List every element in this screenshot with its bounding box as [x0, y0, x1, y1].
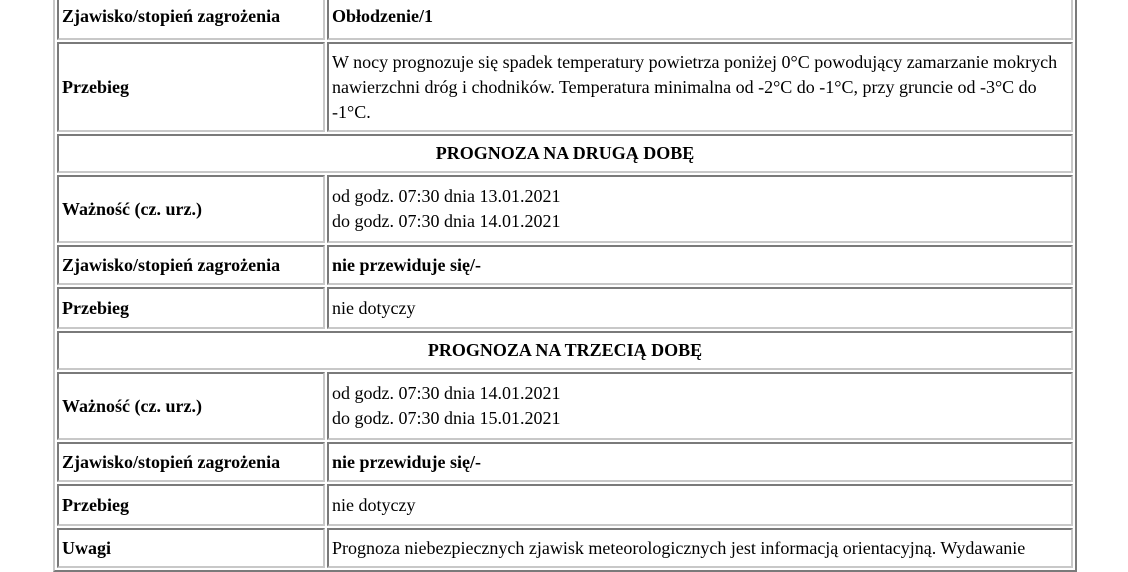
validity-label: Ważność (cz. urz.): [57, 372, 325, 440]
table-row: [57, 287, 1073, 329]
section-row: [57, 331, 1073, 370]
course-label: Przebieg: [57, 484, 325, 526]
validity-to: do godz. 07:30 dnia 14.01.2021: [332, 211, 561, 231]
validity-to: do godz. 07:30 dnia 15.01.2021: [332, 408, 561, 428]
validity-value: [327, 372, 1073, 440]
phenomenon-label: Zjawisko/stopień zagrożenia: [57, 442, 325, 482]
validity-label: Ważność (cz. urz.): [57, 175, 325, 243]
phenomenon-value: Obłodzenie/1: [327, 0, 1073, 40]
table-row: [57, 175, 1073, 243]
table-row: [57, 528, 1073, 568]
table-row: [57, 245, 1073, 285]
table-row: [57, 372, 1073, 440]
validity-value: [327, 175, 1073, 243]
course-value: nie dotyczy: [327, 287, 1073, 329]
table-row: [57, 42, 1073, 132]
section-heading-third-day: PROGNOZA NA TRZECIĄ DOBĘ: [57, 331, 1073, 370]
warning-table: [53, 0, 1077, 572]
section-heading-second-day: PROGNOZA NA DRUGĄ DOBĘ: [57, 134, 1073, 173]
table-row: [57, 0, 1073, 40]
validity-from: od godz. 07:30 dnia 13.01.2021: [332, 186, 561, 206]
course-value: nie dotyczy: [327, 484, 1073, 526]
section-row: [57, 134, 1073, 173]
phenomenon-label: Zjawisko/stopień zagrożenia: [57, 0, 325, 40]
validity-from: od godz. 07:30 dnia 14.01.2021: [332, 383, 561, 403]
phenomenon-value: nie przewiduje się/-: [327, 245, 1073, 285]
phenomenon-value: nie przewiduje się/-: [327, 442, 1073, 482]
course-value: W nocy prognozuje się spadek temperatury powietrza poniżej 0°C powodujący zamarzanie mokrych nawierzchni dróg i chodników. Temperatura minimalna od -2°C do -1°C, przy gruncie od -3°C do -1°C.: [327, 42, 1073, 132]
remarks-label: Uwagi: [57, 528, 325, 568]
remarks-value: Prognoza niebezpiecznych zjawisk meteorologicznych jest informacją orientacyjną. Wydawanie: [327, 528, 1073, 568]
course-label: Przebieg: [57, 287, 325, 329]
table-row: [57, 442, 1073, 482]
course-label: Przebieg: [57, 42, 325, 132]
table-row: [57, 484, 1073, 526]
phenomenon-label: Zjawisko/stopień zagrożenia: [57, 245, 325, 285]
warning-document: [53, 0, 1077, 572]
